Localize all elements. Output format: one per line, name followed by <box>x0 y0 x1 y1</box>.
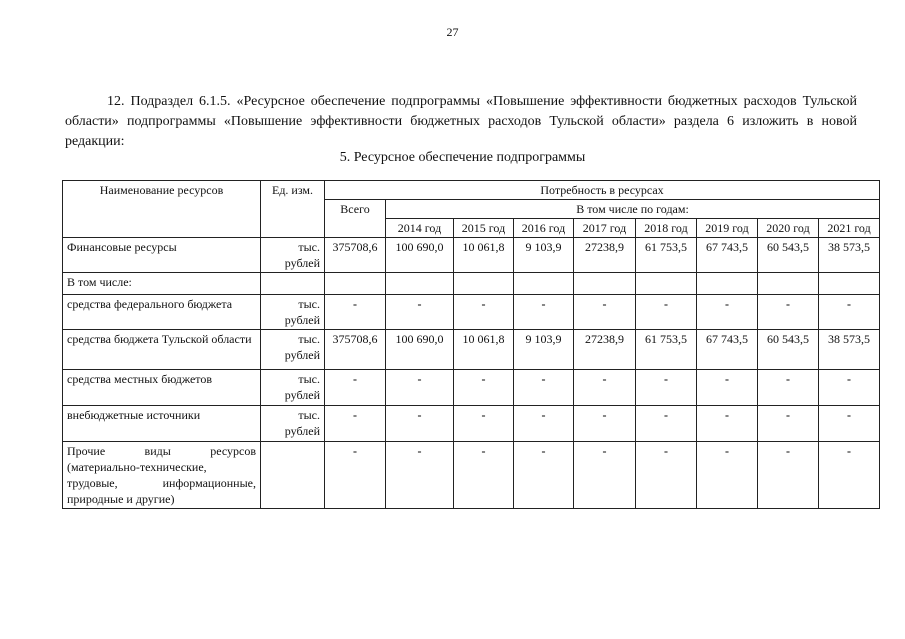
row-value-4: - <box>636 370 697 406</box>
header-total: Всего <box>325 200 386 238</box>
row-value-2: - <box>514 370 574 406</box>
row-value-5: 67 743,5 <box>697 330 758 370</box>
row-value-1: - <box>454 406 514 442</box>
row-value-6: - <box>758 370 819 406</box>
header-year-7: 2021 год <box>819 219 880 238</box>
row-value-6 <box>758 273 819 295</box>
row-value-6: 60 543,5 <box>758 330 819 370</box>
row-unit: тыс. рублей <box>261 330 325 370</box>
header-year-0: 2014 год <box>386 219 454 238</box>
amendment-paragraph: 12. Подраздел 6.1.5. «Ресурсное обеспечение подпрограммы «Повышение эффективности бюджетных расходов Тульской области» подпрограммы «Повышение эффективности бюджетных расходов Тульской области» раздела 6 изложить в новой редакции: <box>65 94 857 149</box>
row-value-0: - <box>386 406 454 442</box>
row-total: - <box>325 442 386 509</box>
row-total: - <box>325 406 386 442</box>
row-value-5: - <box>697 442 758 509</box>
row-value-6: - <box>758 295 819 330</box>
row-value-0: - <box>386 442 454 509</box>
row-unit <box>261 273 325 295</box>
row-value-0: 100 690,0 <box>386 330 454 370</box>
row-name: Прочие виды ресурсов (материально-технические, трудовые, информационные, природные и другие) <box>63 442 261 509</box>
row-value-0: 100 690,0 <box>386 238 454 273</box>
row-value-1: 10 061,8 <box>454 238 514 273</box>
header-year-1: 2015 год <box>454 219 514 238</box>
row-value-3: 27238,9 <box>574 330 636 370</box>
table-row <box>63 238 880 273</box>
row-total: 375708,6 <box>325 238 386 273</box>
row-unit <box>261 442 325 509</box>
row-value-0: - <box>386 295 454 330</box>
table-row <box>63 370 880 406</box>
row-value-2: 9 103,9 <box>514 238 574 273</box>
row-value-7: - <box>819 406 880 442</box>
header-year-5: 2019 год <box>697 219 758 238</box>
table-row <box>63 442 880 509</box>
row-value-4: - <box>636 295 697 330</box>
row-value-5: - <box>697 406 758 442</box>
row-value-7: - <box>819 295 880 330</box>
row-value-2: - <box>514 442 574 509</box>
row-value-2: - <box>514 295 574 330</box>
header-unit: Ед. изм. <box>261 181 325 238</box>
header-need: Потребность в ресурсах <box>325 181 880 200</box>
row-value-7: - <box>819 442 880 509</box>
row-value-3: - <box>574 295 636 330</box>
row-value-0 <box>386 273 454 295</box>
row-name: средства местных бюджетов <box>63 370 261 406</box>
row-value-3: - <box>574 442 636 509</box>
header-year-3: 2017 год <box>574 219 636 238</box>
row-value-3: - <box>574 370 636 406</box>
row-value-5 <box>697 273 758 295</box>
row-value-5: - <box>697 295 758 330</box>
table-row <box>63 330 880 370</box>
row-value-3 <box>574 273 636 295</box>
header-by-years: В том числе по годам: <box>386 200 880 219</box>
page-number: 27 <box>446 25 459 39</box>
row-total <box>325 273 386 295</box>
row-value-4: 61 753,5 <box>636 238 697 273</box>
row-unit: тыс. рублей <box>261 295 325 330</box>
row-value-5: 67 743,5 <box>697 238 758 273</box>
header-year-4: 2018 год <box>636 219 697 238</box>
table-title: 5. Ресурсное обеспечение подпрограммы <box>339 150 586 165</box>
row-value-7: 38 573,5 <box>819 330 880 370</box>
row-total: 375708,6 <box>325 330 386 370</box>
row-value-2: 9 103,9 <box>514 330 574 370</box>
resource-table <box>62 180 880 509</box>
table-row <box>63 273 880 295</box>
row-unit: тыс. рублей <box>261 238 325 273</box>
row-value-1: 10 061,8 <box>454 330 514 370</box>
row-value-3: - <box>574 406 636 442</box>
row-value-5: - <box>697 370 758 406</box>
row-value-7 <box>819 273 880 295</box>
header-year-6: 2020 год <box>758 219 819 238</box>
table-row <box>63 295 880 330</box>
row-value-4 <box>636 273 697 295</box>
row-name: В том числе: <box>63 273 261 295</box>
row-value-1: - <box>454 370 514 406</box>
row-value-2: - <box>514 406 574 442</box>
row-unit: тыс. рублей <box>261 406 325 442</box>
header-resource-name: Наименование ресурсов <box>63 181 261 238</box>
row-value-7: - <box>819 370 880 406</box>
row-name: средства бюджета Тульской области <box>63 330 261 370</box>
table-row <box>63 406 880 442</box>
row-name: средства федерального бюджета <box>63 295 261 330</box>
row-value-1: - <box>454 442 514 509</box>
row-value-1 <box>454 273 514 295</box>
row-value-6: 60 543,5 <box>758 238 819 273</box>
row-value-6: - <box>758 406 819 442</box>
row-value-3: 27238,9 <box>574 238 636 273</box>
row-value-6: - <box>758 442 819 509</box>
header-row-1 <box>63 181 880 200</box>
row-value-2 <box>514 273 574 295</box>
row-value-0: - <box>386 370 454 406</box>
row-name: внебюджетные источники <box>63 406 261 442</box>
row-total: - <box>325 295 386 330</box>
row-value-7: 38 573,5 <box>819 238 880 273</box>
row-value-4: - <box>636 406 697 442</box>
header-year-2: 2016 год <box>514 219 574 238</box>
row-value-4: - <box>636 442 697 509</box>
row-value-4: 61 753,5 <box>636 330 697 370</box>
row-unit: тыс. рублей <box>261 370 325 406</box>
row-value-1: - <box>454 295 514 330</box>
row-name: Финансовые ресурсы <box>63 238 261 273</box>
row-total: - <box>325 370 386 406</box>
